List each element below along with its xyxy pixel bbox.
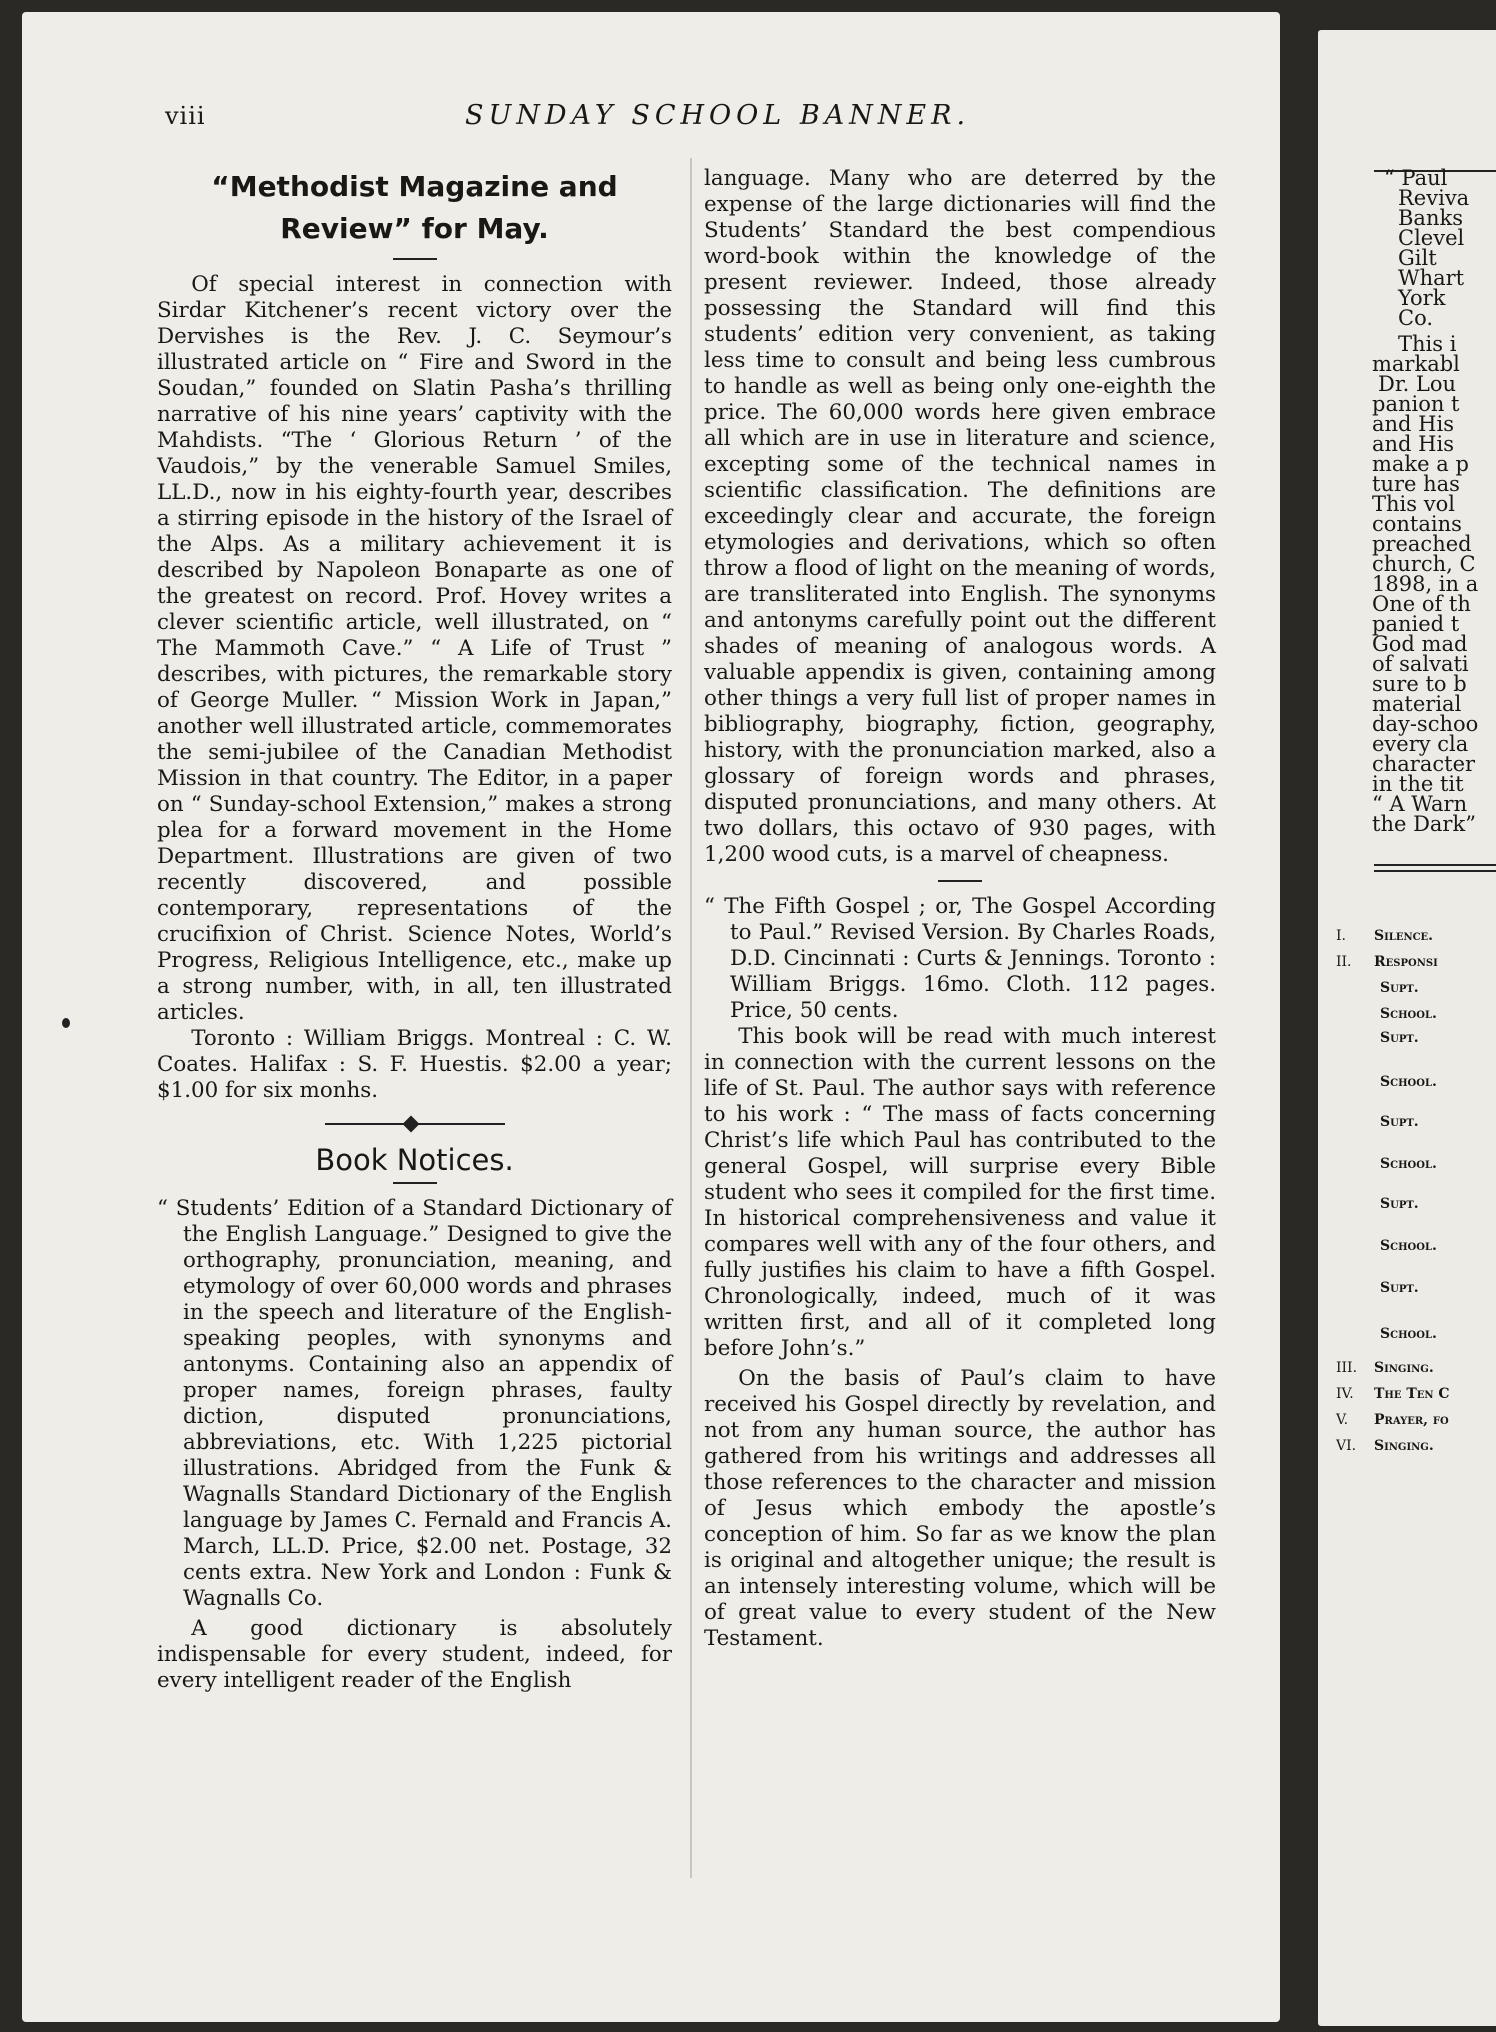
- right-page-line: the Dark”: [1372, 812, 1476, 836]
- magazine-publisher: Toronto : William Briggs. Montreal : C. W. Coates. Halifax : S. F. Huestis. $2.00 a year; $1.00 for six monhs.: [157, 1026, 672, 1103]
- order-item-label: Supt.: [1380, 1280, 1419, 1296]
- fifth-gospel-paragraph: This book will be read with much interest in connection with the current lessons on the life of St. Paul. The author says with reference to his work : “ The mass of facts concerning Christ’s life which Paul has contributed to the general Gospel, will surprise every Bible student who sees it compiled for the first time. In historical comprehensiveness and value it compares well with any of the four others, and fully justifies his claim to have a fifth Gospel. Chronologically, indeed, much of it was written first, and all of it completed long before John’s.”: [704, 1024, 1216, 1361]
- page-header: [165, 100, 1275, 140]
- page-number: viii: [165, 102, 206, 130]
- order-item-label: Supt.: [1380, 980, 1419, 996]
- magazine-title: [157, 166, 672, 250]
- right-page-line: contains: [1372, 512, 1462, 536]
- right-section-rule: [1374, 870, 1496, 872]
- right-page-line: Gilt: [1398, 246, 1437, 270]
- middle-column: [704, 166, 1216, 1652]
- dictionary-paragraph-continued: language. Many who are deterred by the expense of the large dictionaries will find the Students’ Standard the best compendious word-book within the knowledge of the present reviewer. Indeed, those already possessing the Standard will find this students’ edition very convenient, as taking less time to consult and being less cumbrous to handle as well as being only one-eighth the price. The 60,000 words here given embrace all which are in use in literature and science, excepting some of the technical names in scientific classification. The definitions are exceedingly clear and accurate, the foreign etymologies and derivations, which so often throw a flood of light on the meaning of words, are transliterated into English. The synonyms and antonyms carefully point out the different shades of meaning of analogous words. A valuable appendix is given, containing among other things a very full list of proper names in bibliography, biography, fiction, geography, history, with the pronunciation marked, also a glossary of foreign words and phrases, disputed pronunciations, and many others. At two dollars, this octavo of 930 pages, with 1,200 wood cuts, is a marvel of cheapness.: [704, 166, 1216, 867]
- right-page-line: of salvati: [1372, 652, 1469, 676]
- order-item-label: School.: [1380, 1156, 1437, 1172]
- right-page-line: 1898, in a: [1372, 572, 1479, 596]
- dictionary-paragraph-start: A good dictionary is absolutely indispensable for every student, indeed, for every intelligent reader of the English: [157, 1616, 672, 1693]
- right-page-line: One of th: [1372, 592, 1471, 616]
- order-item-number: II.: [1336, 954, 1352, 970]
- order-item-label: Prayer, fo: [1374, 1412, 1449, 1428]
- right-page-line: preached: [1372, 532, 1472, 556]
- right-page-line: every cla: [1372, 732, 1469, 756]
- left-column: [157, 166, 672, 1694]
- right-page-line: and His: [1372, 432, 1454, 456]
- title-rule: [393, 258, 437, 260]
- order-item-label: The Ten C: [1374, 1386, 1450, 1402]
- order-item-label: School.: [1380, 1238, 1437, 1254]
- right-page-line: and His: [1372, 412, 1454, 436]
- right-page-line: panion t: [1372, 392, 1460, 416]
- right-page-line: ture has: [1372, 472, 1460, 496]
- order-item-number: VI.: [1336, 1438, 1357, 1454]
- right-page: [1318, 30, 1496, 2026]
- order-item-label: Singing.: [1374, 1360, 1434, 1376]
- order-item-label: School.: [1380, 1326, 1437, 1342]
- order-item-label: Singing.: [1374, 1438, 1434, 1454]
- right-page-line: This vol: [1372, 492, 1455, 516]
- right-page-line: sure to b: [1372, 672, 1467, 696]
- right-page-line: church, C: [1372, 552, 1476, 576]
- title-rule: [393, 1182, 437, 1184]
- running-head: SUNDAY SCHOOL BANNER.: [465, 100, 971, 131]
- right-page-line: character: [1372, 752, 1476, 776]
- right-page-line: in the tit: [1372, 772, 1464, 796]
- order-item-number: I.: [1336, 928, 1346, 944]
- fifth-gospel-entry: “ The Fifth Gospel ; or, The Gospel According to Paul.” Revised Version. By Charles Roads, D.D. Cincinnati : Curts & Jennings. Toronto : William Briggs. 16mo. Cloth. 112 pages. Price, 50 cents.: [704, 894, 1216, 1023]
- right-page-line: material: [1372, 692, 1462, 716]
- right-page-line: Whart: [1398, 266, 1465, 290]
- order-item-label: Supt.: [1380, 1030, 1419, 1046]
- order-item-label: School.: [1380, 1006, 1437, 1022]
- fifth-gospel-paragraph: On the basis of Paul’s claim to have received his Gospel directly by revelation, and not from any human source, the author has gathered from his writings and addresses all those references to the character and mission of Jesus which embody the apostle’s conception of him. So far as we know the plan is original and altogether unique; the result is an intensely interesting volume, which will be of great value to every student of the New Testament.: [704, 1366, 1216, 1651]
- right-page-line: day-schoo: [1372, 712, 1479, 736]
- section-rule: [938, 880, 982, 882]
- order-item-label: Supt.: [1380, 1196, 1419, 1212]
- book-notices-title: Book Notices.: [315, 1143, 514, 1177]
- right-page-line: Clevel: [1398, 226, 1465, 250]
- ornament-separator: [325, 1118, 505, 1130]
- right-page-line: panied t: [1372, 612, 1460, 636]
- right-page-line: Banks: [1398, 206, 1463, 230]
- right-page-line: markabl: [1372, 352, 1460, 376]
- right-page-line: Reviva: [1398, 186, 1470, 210]
- right-page-line: God mad: [1372, 632, 1468, 656]
- magazine-paragraph: Of special interest in connection with Sirdar Kitchener’s recent victory over the Dervishes is the Rev. J. C. Seymour’s illustrated article on “ Fire and Sword in the Soudan,” founded on Slatin Pasha’s thrilling narrative of his nine years’ captivity with the Mahdists. “The ‘ Glorious Return ’ of the Vaudois,” by the venerable Samuel Smiles, LL.D., now in his eighty-fourth year, describes a stirring episode in the history of the Israel of the Alps. As a military achievement it is described by Napoleon Bonaparte as one of the greatest on record. Prof. Hovey writes a clever scientific article, well illustrated, on “ The Mammoth Cave.” “ A Life of Trust ” describes, with pictures, the remarkable story of George Muller. “ Mission Work in Japan,” another well illustrated article, commemorates the semi-jubilee of the Canadian Methodist Mission in that country. The Editor, in a paper on “ Sunday-school Extension,” makes a strong plea for a forward movement in the Home Department. Illustrations are given of two recently discovered, and possible contemporary, representations of the crucifixion of Christ. Science Notes, World’s Progress, Religious Intelligence, etc., make up a strong number, with, in all, ten illustrated articles.: [157, 272, 672, 1025]
- margin-mark: [62, 1018, 70, 1028]
- magazine-title-line2: Review” for May.: [280, 212, 549, 245]
- order-item-number: III.: [1336, 1360, 1358, 1376]
- order-item-label: School.: [1380, 1074, 1437, 1090]
- magazine-title-line1: “Methodist Magazine and: [211, 170, 618, 203]
- order-item-number: V.: [1336, 1412, 1349, 1428]
- right-page-line: York: [1398, 286, 1446, 310]
- dictionary-entry: “ Students’ Edition of a Standard Dictionary of the English Language.” Designed to give the orthography, pronunciation, meaning, and etymology of over 60,000 words and phrases in the speech and literature of the English-speaking peoples, with synonyms and antonyms. Containing also an appendix of proper names, foreign phrases, faulty diction, disputed pronunciations, abbreviations, etc. With 1,225 pictorial illustrations. Abridged from the Funk & Wagnalls Standard Dictionary of the English language by James C. Fernald and Francis A. March, LL.D. Price, $2.00 net. Postage, 32 cents extra. New York and London : Funk & Wagnalls Co.: [157, 1196, 672, 1611]
- order-item-label: Responsi: [1374, 954, 1438, 970]
- right-page-line: make a p: [1372, 452, 1469, 476]
- right-section-rule: [1374, 864, 1496, 866]
- order-item-label: Silence.: [1374, 928, 1434, 944]
- order-item-number: IV.: [1336, 1386, 1354, 1402]
- right-page-line: This i: [1398, 332, 1457, 356]
- column-rule: [690, 158, 692, 1878]
- order-item-label: Supt.: [1380, 1114, 1419, 1130]
- right-page-line: Dr. Lou: [1378, 372, 1457, 396]
- right-page-line: “ Paul: [1384, 166, 1448, 190]
- right-page-line: “ A Warn: [1372, 792, 1468, 816]
- right-page-line: Co.: [1398, 306, 1434, 330]
